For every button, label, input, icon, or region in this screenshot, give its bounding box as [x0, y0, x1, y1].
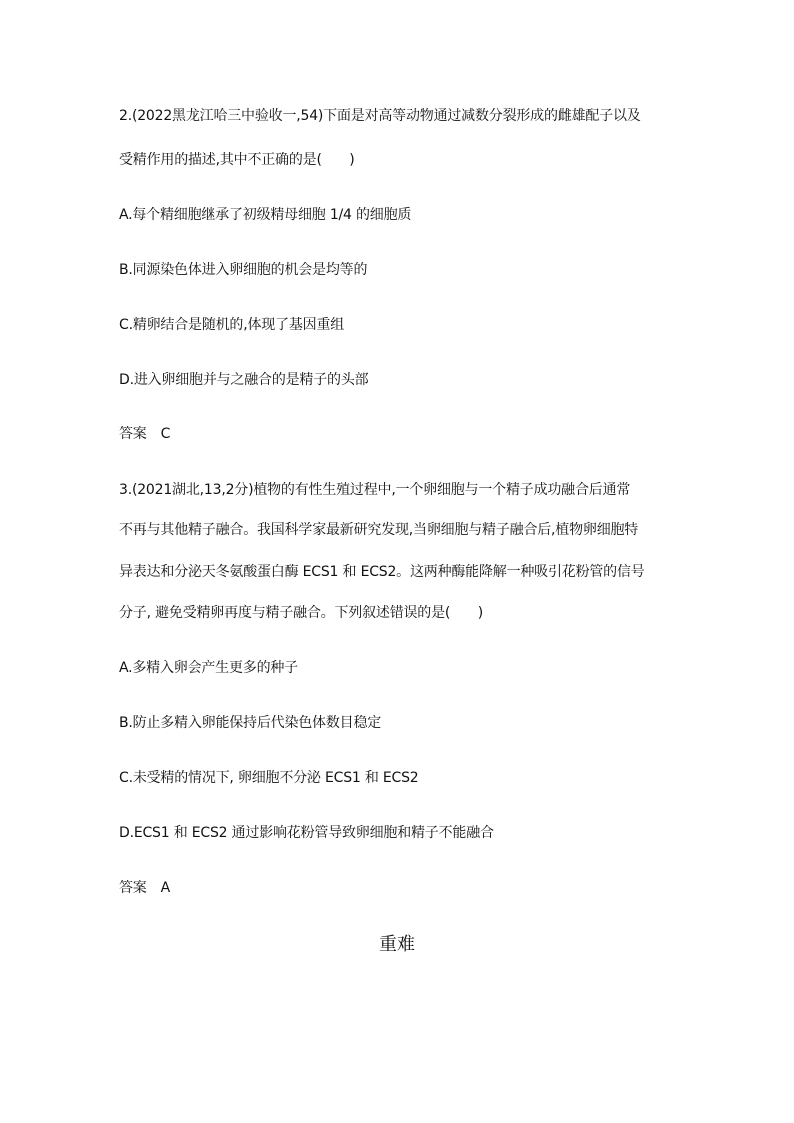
section-heading: 重难: [379, 934, 415, 955]
q3-option-b: B.防止多精入卵能保持后代染色体数目稳定: [119, 715, 382, 731]
q2-stem-line-1: 2.(2022黑龙江哈三中验收一,54)下面是对高等动物通过减数分裂形成的雌雄配子以及: [119, 108, 641, 124]
q3-answer-value: A: [160, 880, 170, 896]
q2-option-a: A.每个精细胞继承了初级精母细胞 1/4 的细胞质: [119, 207, 412, 223]
q3-stem-line-1: 3.(2021湖北,13,2分)植物的有性生殖过程中,一个卵细胞与一个精子成功融合后通常: [119, 482, 631, 498]
q3-stem-line-4: 分子, 避免受精卵再度与精子融合。下列叙述错误的是( ): [119, 605, 484, 621]
q3-stem-line-3: 异表达和分泌天冬氨酸蛋白酶 ECS1 和 ECS2。这两种酶能降解一种吸引花粉管的信号: [119, 564, 645, 580]
q2-option-c: C.精卵结合是随机的,体现了基因重组: [119, 317, 345, 333]
q2-stem-line-2: 受精作用的描述,其中不正确的是( ): [119, 152, 355, 168]
q2-answer-label: 答案: [119, 426, 147, 442]
q2-answer: [119, 424, 170, 444]
q3-option-d: D.ECS1 和 ECS2 通过影响花粉管导致卵细胞和精子不能融合: [119, 825, 494, 841]
q3-option-a: A.多精入卵会产生更多的种子: [119, 660, 298, 676]
q3-option-c: C.未受精的情况下, 卵细胞不分泌 ECS1 和 ECS2: [119, 770, 419, 786]
q2-option-b: B.同源染色体进入卵细胞的机会是均等的: [119, 262, 368, 278]
q2-option-d: D.进入卵细胞并与之融合的是精子的头部: [119, 372, 369, 388]
q3-answer: [119, 878, 170, 898]
q2-answer-value: C: [160, 426, 171, 442]
q3-stem-line-2: 不再与其他精子融合。我国科学家最新研究发现,当卵细胞与精子融合后,植物卵细胞特: [119, 522, 639, 538]
q3-answer-label: 答案: [119, 880, 147, 896]
